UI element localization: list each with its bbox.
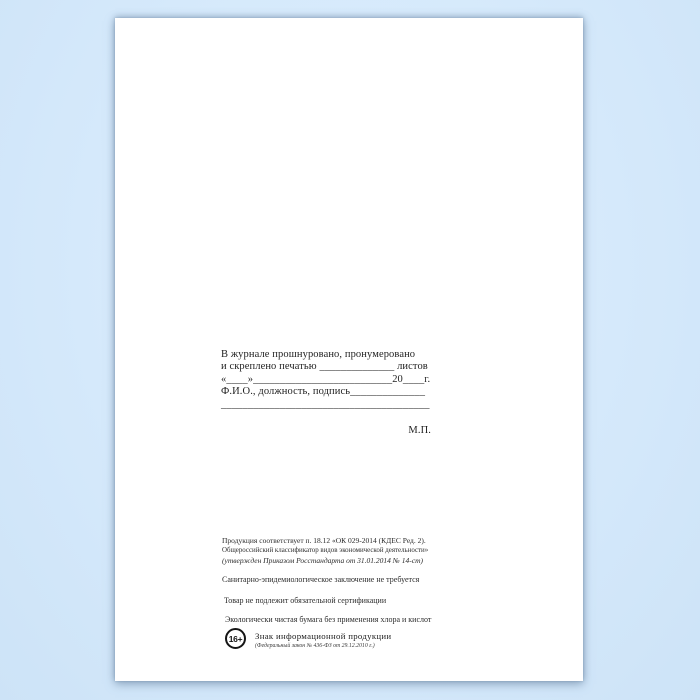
age-rating-16-icon: 16+: [225, 628, 246, 649]
sanitary-note: Санитарно-эпидемиологическое заключение не требуется: [222, 575, 420, 584]
binding-line-date: «____»__________________________20____г.: [221, 373, 431, 385]
binding-line-sheets: и скреплено печатью ______________ листов: [221, 361, 428, 373]
binding-statement: [221, 349, 433, 437]
binding-line-name-position-signature: Ф.И.О., должность, подпись______________: [221, 386, 426, 398]
binding-signature-rule: _______________________________________: [221, 398, 430, 410]
eco-paper-note: Экологически чистая бумага без применения хлора и кислот: [225, 615, 432, 624]
certification-note: Товар не подлежит обязательной сертификации: [224, 596, 387, 605]
journal-back-page: [115, 18, 583, 681]
information-product-mark-law: (Федеральный закон № 436-ФЗ от 29.12.2010 г.): [255, 643, 375, 649]
binding-line-1: В журнале прошнуровано, пронумеровано: [221, 349, 416, 360]
compliance-line-1: Продукция соответствует п. 18.12 «ОК 029-2014 (КДЕС Ред. 2).: [222, 536, 426, 545]
compliance-line-2: Общероссийский классификатор видов экономической деятельности»: [222, 546, 429, 554]
information-product-mark-title: Знак информационной продукции: [255, 631, 392, 641]
stamp-place-label: М.П.: [408, 425, 431, 437]
compliance-line-3: (утвержден Приказом Росстандарта от 31.01.2014 № 14-ст): [222, 555, 423, 565]
product-compliance-note: [222, 536, 428, 565]
